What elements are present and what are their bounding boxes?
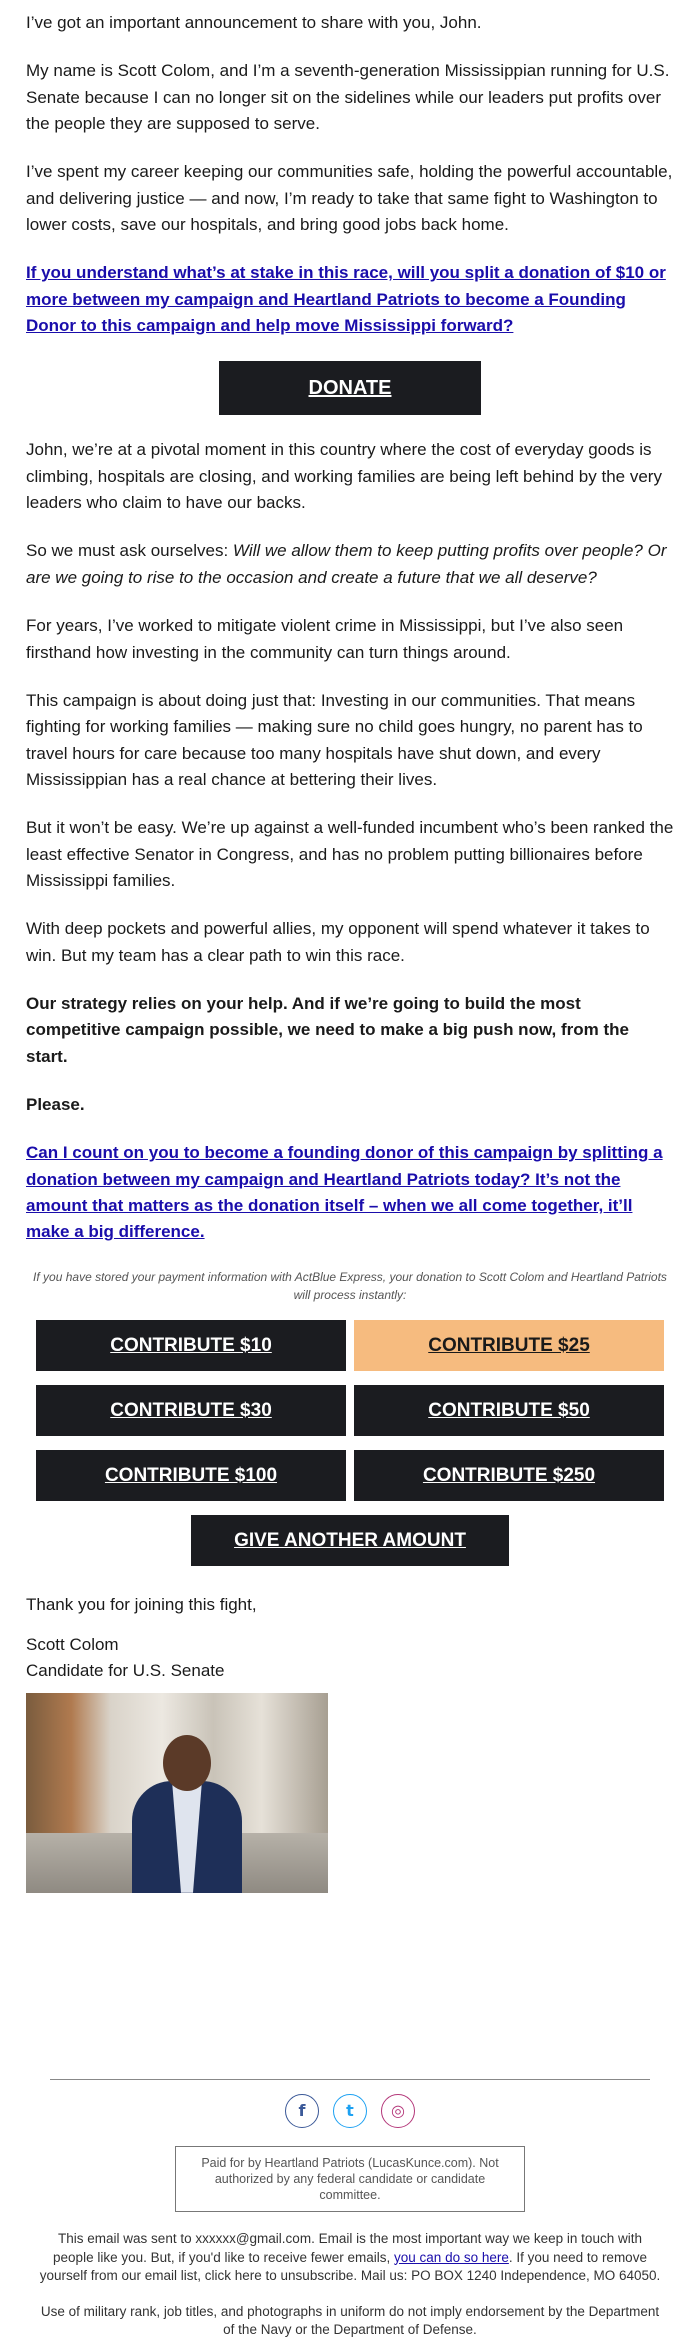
footer (0, 2079, 700, 2340)
strategy-paragraph: Our strategy relies on your help. And if we’re going to build the most competitive campaign possible, we need to make a big push now, from the start. (26, 993, 629, 1066)
sent-to-prefix: This email was sent to (58, 2231, 196, 2247)
recipient-email: xxxxxx@gmail.com (195, 2231, 312, 2247)
contribute-10-button[interactable]: CONTRIBUTE $10 (36, 1320, 346, 1371)
sent-to-notice (36, 2230, 664, 2285)
pivotal-paragraph: John, we’re at a pivotal moment in this country where the cost of everyday goods is climbing, hospitals are closing, and working families are being left behind by the very leaders who claim to have our backs. (26, 440, 662, 513)
please-paragraph: Please. (26, 1094, 85, 1114)
social-links (0, 2094, 700, 2128)
paid-for-box: Paid for by Heartland Patriots (LucasKunce.com). Not authorized by any federal candidate or candidate committee. (175, 2146, 525, 2213)
ask-paragraph-2 (26, 1140, 674, 1245)
crime-paragraph: For years, I’ve worked to mitigate violent crime in Mississippi, but I’ve also seen firsthand how investing in the community can turn things around. (26, 616, 624, 662)
actblue-express-note: If you have stored your payment information with ActBlue Express, your donation to Scott Colom and Heartland Patriots will process instantly: (33, 1269, 667, 1302)
instagram-icon[interactable]: ◎ (381, 2094, 415, 2128)
campaign-paragraph: This campaign is about doing just that: Investing in our communities. That means fighting for working families — making sure no child goes hungry, no parent has to travel hours for care because too many hospitals have shut down, and every Mississippian has a real chance at bettering their lives. (26, 690, 643, 789)
contribute-50-button[interactable]: CONTRIBUTE $50 (354, 1385, 664, 1436)
other-amount-wrap (26, 1515, 674, 1566)
give-another-amount-button[interactable]: GIVE ANOTHER AMOUNT (191, 1515, 509, 1566)
question-italic: Will we allow them to keep putting profits over people? Or are we going to rise to the occasion and create a future that we all deserve? (26, 541, 667, 587)
question-lead: So we must ask ourselves: (26, 541, 233, 561)
career-paragraph: I’ve spent my career keeping our communities safe, holding the powerful accountable, and delivering justice — and now, I’m ready to take that same fight to Washington to lower costs, save our hospitals, and bring good jobs back home. (26, 162, 673, 235)
contribution-grid (26, 1320, 674, 1501)
facebook-icon[interactable]: f (285, 2094, 319, 2128)
donate-wrap (26, 361, 674, 415)
military-disclaimer: Use of military rank, job titles, and photographs in uniform do not imply endorsement by the Department of the Navy or the Department of Defense. (40, 2304, 660, 2338)
intro-paragraph: My name is Scott Colom, and I’m a seventh-generation Mississippian running for U.S. Senate because I can no longer sit on the sidelines while our leaders put profits over the people they are supposed to serve. (26, 61, 670, 134)
sent-to-suffix: . If you need to remove yourself from our email list, click here to unsubscribe. Mail us: PO BOX 1240 Independence, MO 64050. (39, 2249, 661, 2283)
contribute-25-button[interactable]: CONTRIBUTE $25 (354, 1320, 664, 1371)
fewer-emails-link[interactable]: you can do so here (394, 2249, 509, 2265)
founding-donor-link[interactable]: If you understand what’s at stake in this race, will you split a donation of $10 or more between my campaign and Heartland Patriots to become a Founding Donor to this campaign and help move Mississippi forward? (26, 263, 666, 336)
candidate-photo (26, 1693, 328, 1893)
question-paragraph (26, 538, 674, 591)
contribute-30-button[interactable]: CONTRIBUTE $30 (36, 1385, 346, 1436)
signature (26, 1592, 674, 1685)
donate-button[interactable]: DONATE (219, 361, 481, 415)
photo-head (163, 1735, 211, 1791)
opponent-paragraph: With deep pockets and powerful allies, my opponent will spend whatever it takes to win. But my team has a clear path to win this race. (26, 919, 650, 965)
greeting: I’ve got an important announcement to share with you, John. (26, 13, 482, 32)
incumbent-paragraph: But it won’t be easy. We’re up against a well-funded incumbent who’s been ranked the least effective Senator in Congress, and has no problem putting billionaires before Mississippi families. (26, 818, 674, 890)
signature-title: Candidate for U.S. Senate (26, 1661, 225, 1681)
contribute-250-button[interactable]: CONTRIBUTE $250 (354, 1450, 664, 1501)
signature-block (26, 1632, 674, 1685)
sent-to-middle: . Email is the most important way we keep in touch with people like you. But, if you'd like to receive fewer emails, (53, 2231, 642, 2265)
contribute-100-button[interactable]: CONTRIBUTE $100 (36, 1450, 346, 1501)
twitter-icon[interactable]: t (333, 2094, 367, 2128)
split-donation-link[interactable]: Can I count on you to become a founding donor of this campaign by splitting a donation between my campaign and Heartland Patriots today? It’s not the amount that matters as the donation itself – when we all come together, it’ll make a big difference. (26, 1143, 663, 1242)
signature-name: Scott Colom (26, 1635, 119, 1655)
footer-divider (50, 2079, 650, 2080)
ask-paragraph-1 (26, 260, 674, 339)
closing-line: Thank you for joining this fight, (26, 1594, 257, 1614)
